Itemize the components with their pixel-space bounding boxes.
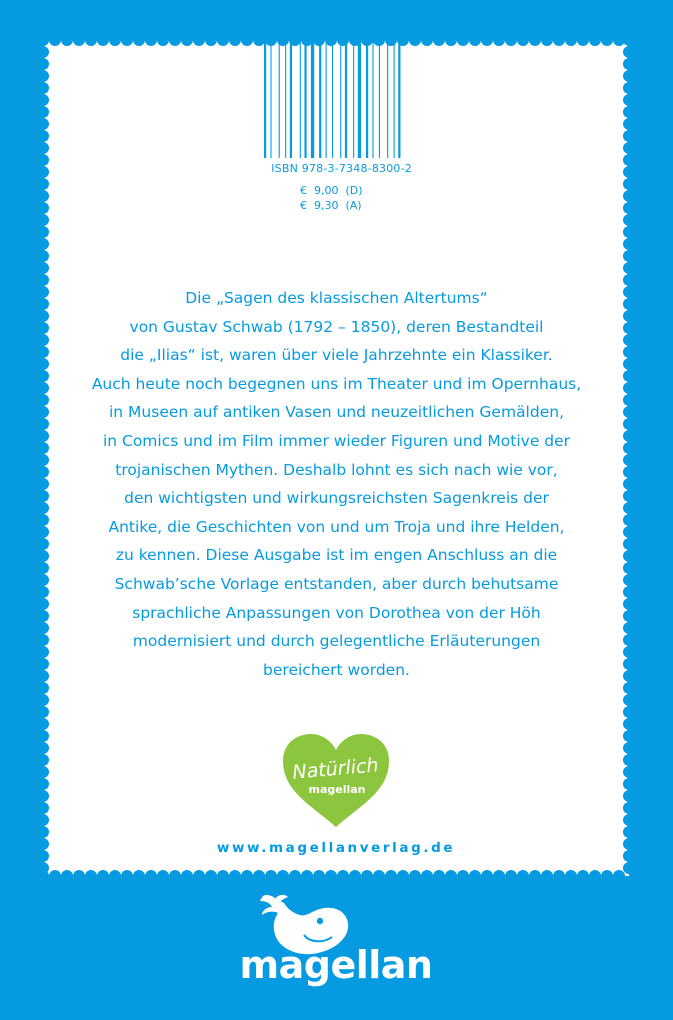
description-line: zu kennen. Diese Ausgabe ist im engen Anschluss an die (115, 546, 558, 565)
description-line: bereichert worden. (263, 660, 410, 679)
description-line: Antike, die Geschichten von und um Troja und ihre Helden, (108, 517, 565, 536)
isbn-label: ISBN 978-3-7348-8300-2 (271, 162, 412, 175)
website-link[interactable]: www.magellanverlag.de (216, 840, 456, 856)
description-line: den wichtigsten und wirkungsreichsten Sagenkreis der (124, 489, 549, 508)
description-line: von Gustav Schwab (1792 – 1850), deren Bestandteil (129, 317, 544, 336)
badge-line-1: Natürlich (291, 754, 380, 784)
description-line: Die „Sagen des klassischen Altertums“ (185, 289, 488, 307)
badge-line-2: magellan (308, 783, 366, 796)
description-text (60, 284, 613, 684)
description-line: Schwab’sche Vorlage entstanden, aber durch behutsame (114, 574, 559, 593)
description-line: sprachliche Anpassungen von Dorothea von der Höh (132, 603, 541, 622)
natuerlich-magellan-heart-badge (281, 733, 391, 829)
price-germany: € 9,00 (D) (300, 184, 363, 197)
description-line: die „Ilias“ ist, waren über viele Jahrzehnte ein Klassiker. (120, 346, 553, 365)
description-line: in Museen auf antiken Vasen und neuzeitlichen Gemälden, (108, 403, 564, 422)
brand-logo-text: magellan (239, 943, 433, 987)
description-line: modernisiert und durch gelegentliche Erläuterungen (132, 632, 541, 651)
price-austria: € 9,30 (A) (300, 199, 362, 212)
barcode (262, 40, 412, 158)
description-line: trojanischen Mythen. Deshalb lohnt es sich nach wie vor, (115, 460, 558, 479)
description-line: Auch heute noch begegnen uns im Theater und im Opernhaus, (91, 374, 582, 393)
description-line: in Comics und im Film immer wieder Figuren und Motive der (102, 431, 571, 450)
